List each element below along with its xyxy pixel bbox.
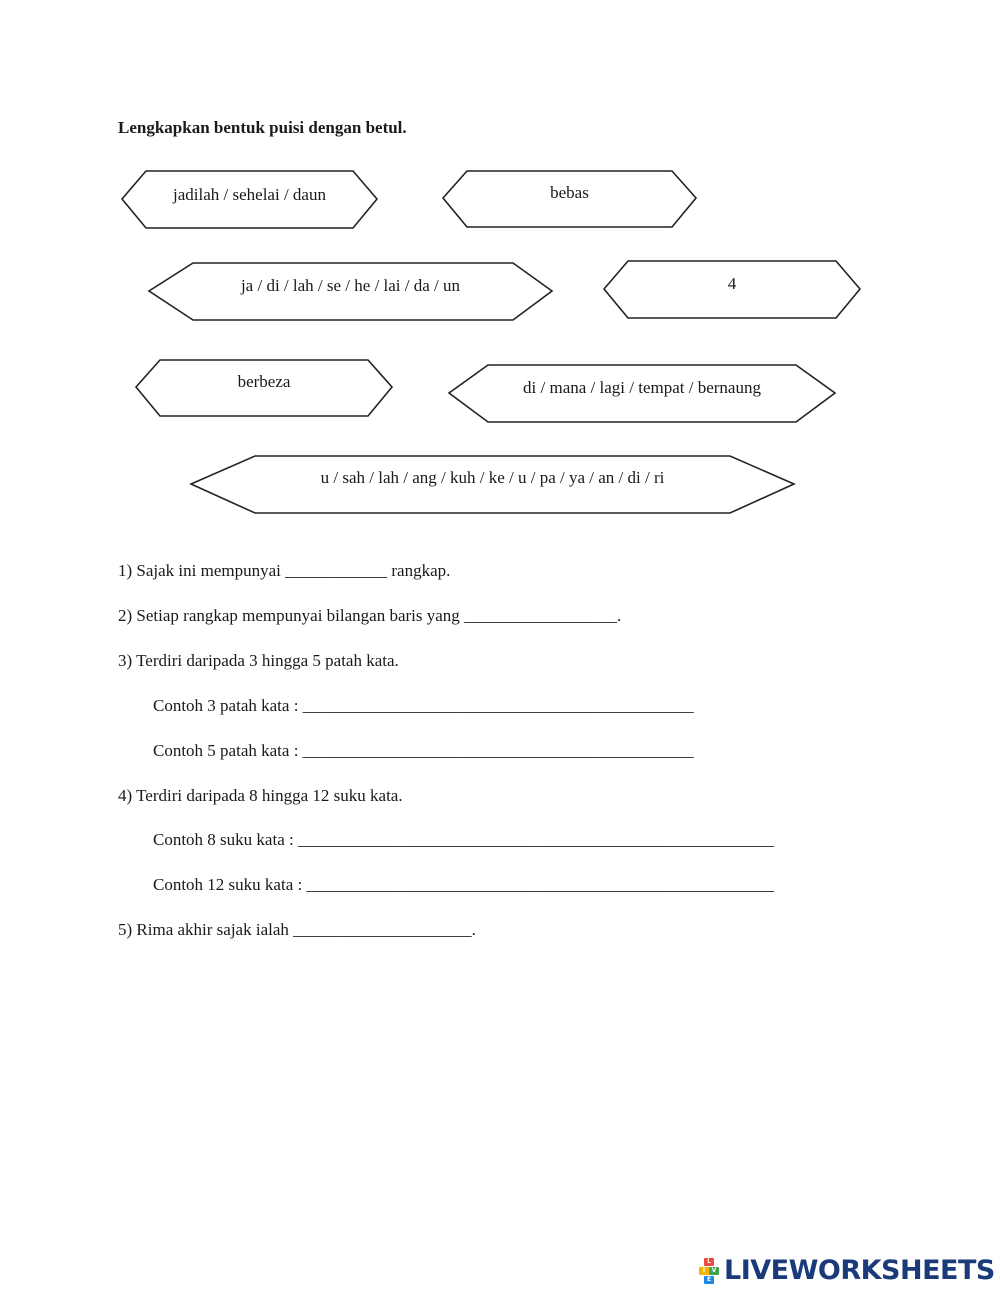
logo-cube: V [709, 1267, 719, 1275]
answer-box-label: u / sah / lah / ang / kuh / ke / u / pa / ya / an / di / ri [320, 468, 665, 487]
logo-cube: L [704, 1258, 714, 1266]
question-4-example-8-syllables: Contoh 8 suku kata : ________________________________________________________ [153, 830, 774, 849]
answer-box-label: bebas [550, 183, 589, 202]
logo-cube: I [699, 1267, 709, 1275]
question-3: 3) Terdiri daripada 3 hingga 5 patah kata. [118, 651, 399, 670]
answer-box-label: jadilah / sehelai / daun [173, 185, 326, 204]
answer-box-7[interactable] [190, 455, 795, 514]
logo-cubes-icon [698, 1258, 720, 1284]
logo-cube: E [704, 1276, 714, 1284]
question-3-example-5-words: Contoh 5 patah kata : ______________________________________________ [153, 741, 694, 760]
question-4-example-12-syllables: Contoh 12 suku kata : _______________________________________________________ [153, 875, 774, 894]
logo-text: LIVEWORKSHEETS [724, 1255, 995, 1286]
question-1: 1) Sajak ini mempunyai ____________ rangkap. [118, 561, 451, 580]
answer-box-1[interactable] [121, 170, 378, 229]
answer-box-label: di / mana / lagi / tempat / bernaung [523, 378, 761, 397]
liveworksheets-logo [698, 1255, 995, 1286]
instruction-title: Lengkapkan bentuk puisi dengan betul. [118, 118, 407, 137]
question-3-example-3-words: Contoh 3 patah kata : ______________________________________________ [153, 696, 694, 715]
answer-box-label: ja / di / lah / se / he / lai / da / un [240, 276, 461, 295]
question-5: 5) Rima akhir sajak ialah _____________________. [118, 920, 476, 939]
answer-box-6[interactable] [448, 364, 836, 423]
answer-box-label: 4 [727, 274, 737, 293]
answer-box-label: berbeza [237, 372, 291, 391]
answer-box-5[interactable] [135, 359, 393, 417]
answer-box-3[interactable] [148, 262, 553, 321]
question-2: 2) Setiap rangkap mempunyai bilangan baris yang __________________. [118, 606, 622, 625]
answer-box-4[interactable] [603, 260, 861, 319]
answer-box-2[interactable] [442, 170, 697, 228]
question-4: 4) Terdiri daripada 8 hingga 12 suku kata. [118, 786, 403, 805]
